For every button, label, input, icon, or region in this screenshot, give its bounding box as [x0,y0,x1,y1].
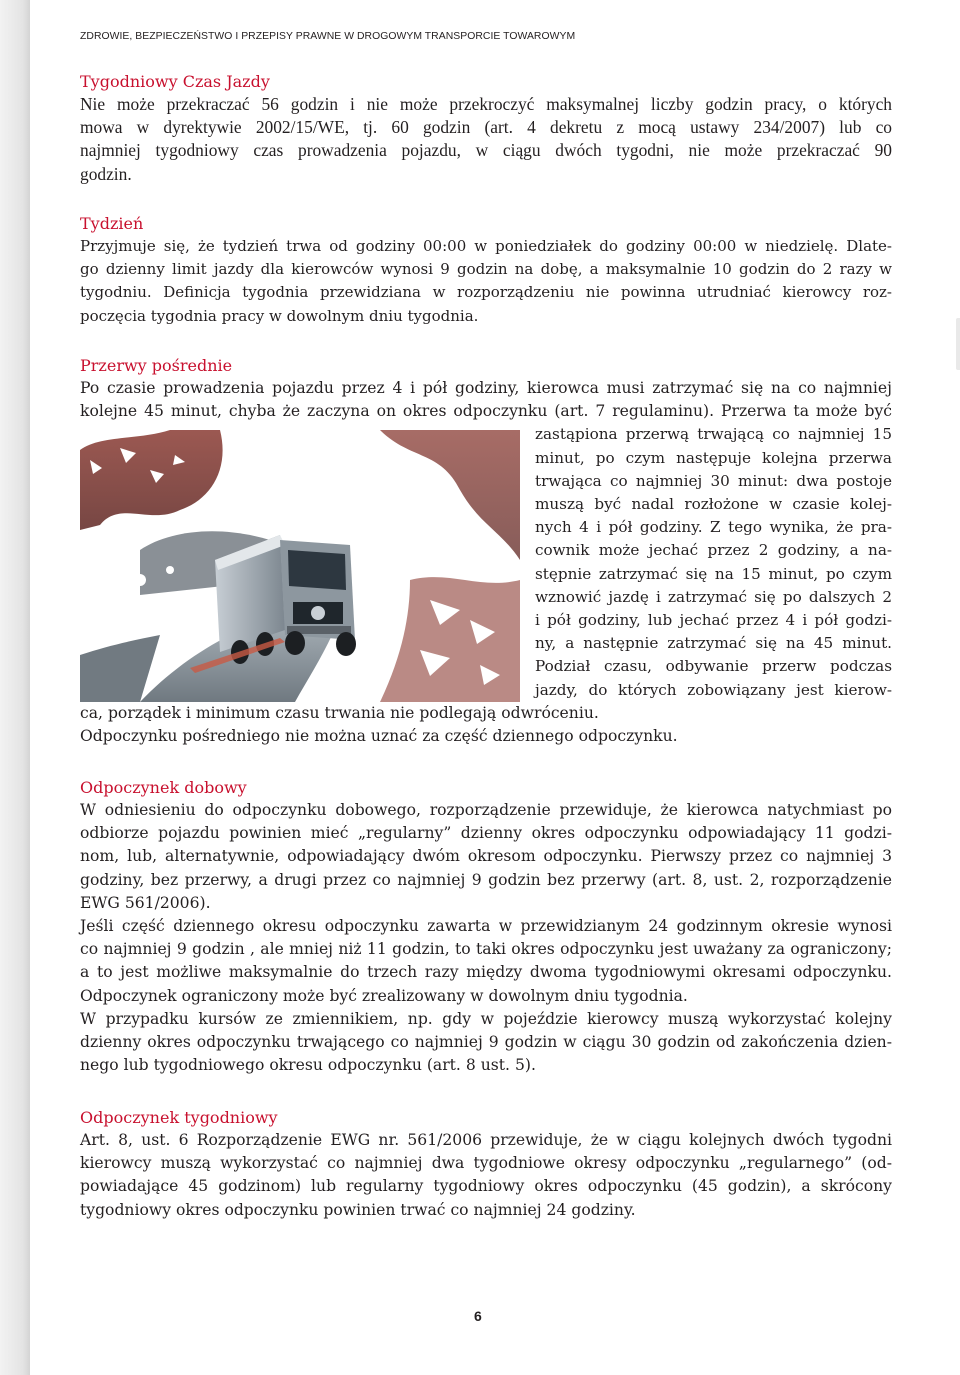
paragraph-line: kierowcy muszą wykorzystać co najmniej dwa tygodniowe okresy odpoczynku „regularnego” (od- [80,1154,892,1173]
paragraph-line: minut, po czym następuje kolejna przerwa [535,448,892,467]
truck-photo [80,430,520,702]
section-weekly-rest [80,1107,892,1222]
paragraph-line: a to jest możliwe maksymalnie do trzech razy między dwoma tygodniowymi okresami odpoczynku. [80,963,892,982]
paragraph-line: Odpoczynek ograniczony może być zrealizowany w dowolnym dniu tygodnia. [80,986,688,1005]
paragraph-line: tygodniu. Definicja tygodnia przewidziana w rozporządzeniu nie powinna utrudniać kierowcy roz- [80,283,892,302]
paragraph-line: co najmniej 9 godzin , ale mniej niż 11 godzin, to taki okres odpoczynku jest uważany za ograniczony; [80,940,892,959]
paragraph-line: odbiorze pojazdu powinien mieć „regularny” dzienny okres odpoczynku odpowiadający 11 godzi- [80,824,892,843]
page-number: 6 [474,1308,482,1324]
paragraph-line: godzin. [80,163,132,184]
paragraph-line: kolejne 45 minut, chyba że zaczyna on okres odpoczynku (art. 7 regulaminu). Przerwa ta może być [80,402,892,421]
paragraph-line: tygodniowy okres odpoczynku powinien trwać co najmniej 24 godziny. [80,1200,636,1219]
paragraph-line: ny, a następnie zatrzymać się na 45 minut. [535,634,892,653]
heading-breaks: Przerwy pośrednie [80,356,233,375]
paragraph-line: W przypadku kursów ze zmiennikiem, np. gdy w pojeździe kierowcy muszą wykorzystać kolejny [80,1009,892,1028]
section-week [80,213,892,328]
paragraph-line: godziny, bez przerwy, a drugi przez co najmniej 9 godzin bez przerwy (art. 8, ust. 2, rozporządzenie [80,870,892,889]
paragraph-line: Przyjmuje się, że tydzień trwa od godziny 00:00 w poniedziałek do godziny 00:00 w niedzielę. Dlate- [80,237,892,255]
paragraph-line: Nie może przekraczać 56 godzin i nie może przekroczyć maksymalnej liczby godzin pracy, o których [80,94,892,114]
page-edge-marker [956,318,960,370]
paragraph-line: najmniej tygodniowy czas prowadzenia pojazdu, w ciągu dwóch tygodni, nie może przekraczać 90 [80,140,892,161]
paragraph-line: Odpoczynku pośredniego nie można uznać za część dziennego odpoczynku. [80,727,678,746]
paragraph-line: nom, lub, alternatywnie, odpowiadający dwóm okresom odpoczynku. Pierwszy przez co najmniej 3 [80,847,892,866]
section-weekly-driving [80,71,892,186]
paragraph-line: zastąpiona przerwą trwającą co najmniej 15 [535,425,892,444]
paragraph-line: poczęcia tygodnia pracy w dowolnym dniu tygodnia. [80,306,479,325]
paragraph-line: dzienny okres odpoczynku trwającego co najmniej 9 godzin w ciągu 30 godzin od zakończenia dzien- [80,1033,892,1052]
paragraph-line: nych 4 i pół godziny. Z tego wynika, że pra- [535,518,892,537]
paragraph-line: muszą być nadal rozłożone w czasie kolej- [535,495,892,514]
paragraph-line: jazdy, do których zobowiązany jest kierow- [535,680,892,699]
heading-weekly-rest: Odpoczynek tygodniowy [80,1108,278,1127]
paragraph-line: cownik może jechać przez 2 godziny, a na- [535,541,892,560]
section-daily-rest [80,777,892,1077]
paragraph-line: wznowić jazdę i zatrzymać się po dalszych 2 [535,587,892,606]
heading-daily-rest: Odpoczynek dobowy [80,778,247,797]
paragraph-line: Podział czasu, odbywanie przerw podczas [535,657,892,676]
heading-week: Tydzień [80,214,144,233]
paragraph-line: Po czasie prowadzenia pojazdu przez 4 i pół godziny, kierowca musi zatrzymać się na co najmniej [80,379,892,397]
paragraph-line: W odniesieniu do odpoczynku dobowego, rozporządzenie przewiduje, że kierowca natychmiast po [80,801,892,819]
paragraph-line: i pół godziny, lub jechać przez 4 i pół godzi- [535,611,892,630]
paragraph-line: EWG 561/2006). [80,893,211,912]
heading-weekly-driving: Tygodniowy Czas Jazdy [80,72,270,91]
paragraph-line: powiadające 45 godzinom) lub regularny tygodniowy okres odpoczynku (45 godzin), a skrócony [80,1177,892,1196]
paragraph-line: nego lub tygodniowego okresu odpoczynku (art. 8 ust. 5). [80,1056,536,1075]
running-header: ZDROWIE, BEZPIECZEŃSTWO I PRZEPISY PRAWNE W DROGOWYM TRANSPORCIE TOWAROWYM [80,31,576,42]
paragraph-line: Jeśli część dziennego okresu odpoczynku zawarta w przewidzianym 24 godzinnym okresie wynosi [80,917,892,936]
paragraph-line: trwająca co najmniej 30 minut: dwa postoje [535,471,892,490]
paragraph-line: go dzienny limit jazdy dla kierowców wynosi 9 godzin na dobę, a maksymalnie 10 godzin do 2 razy w [80,260,892,279]
paragraph-line: ca, porządek i minimum czasu trwania nie podlegają odwróceniu. [80,703,599,722]
paragraph-line: Art. 8, ust. 6 Rozporządzenie EWG nr. 561/2006 przewiduje, że w ciągu kolejnych dwóch tygodni [80,1131,892,1149]
paragraph-line: stępnie zatrzymać się na 15 minut, po czym [535,564,892,583]
page-edge-shadow [0,0,30,1375]
paragraph-line: mowa w dyrektywie 2002/15/WE, tj. 60 godzin (art. 4 dekretu z mocą ustawy 234/2007) lub co [80,117,892,138]
